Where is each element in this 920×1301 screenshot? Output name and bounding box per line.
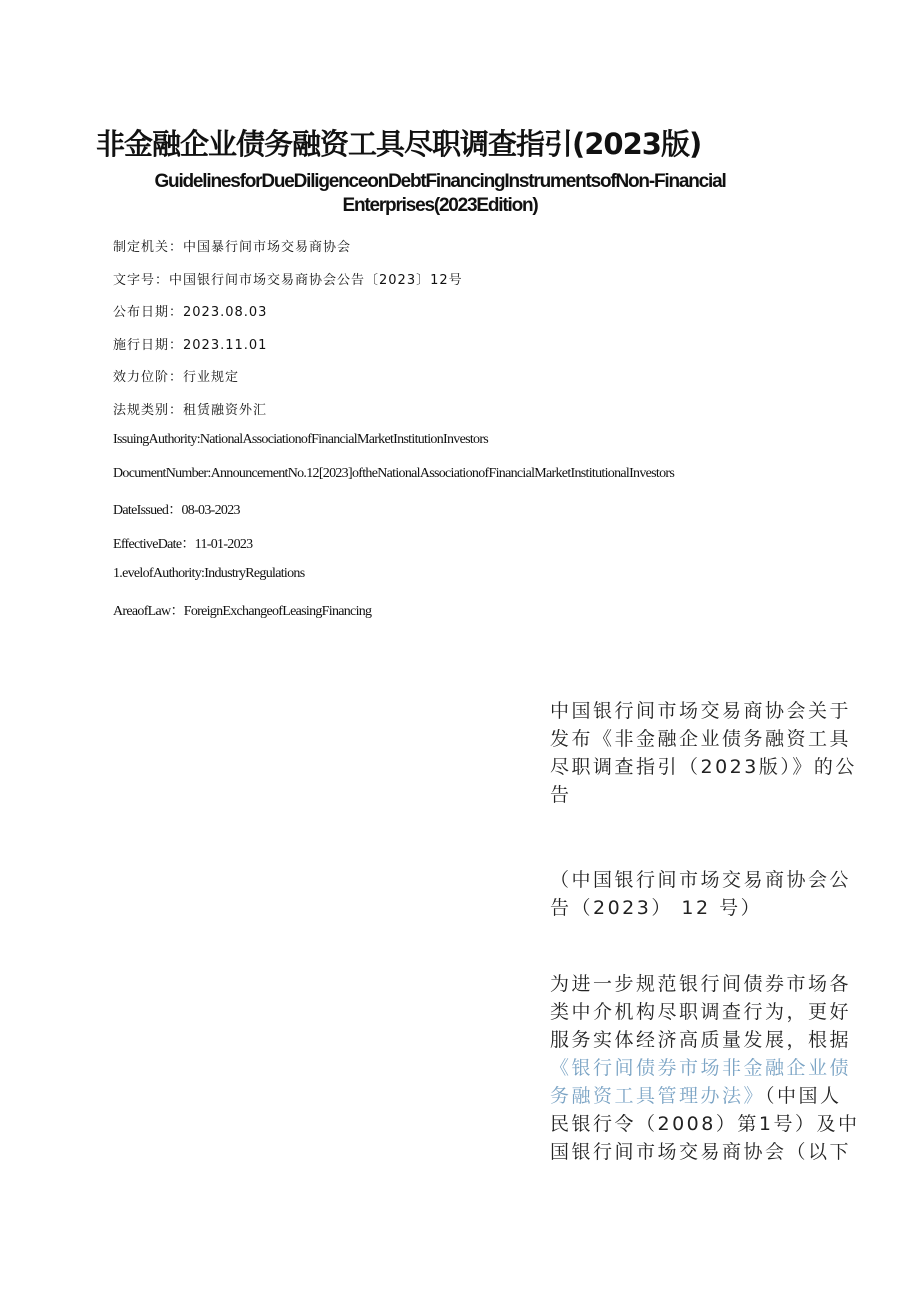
meta-date-issued-cn: 公布日期：2023.08.03	[113, 305, 268, 320]
meta-date-issued-en: DateIssued：08-03-2023	[113, 503, 240, 518]
meta-area-of-law-cn: 法规类别：租赁融资外汇	[113, 402, 268, 418]
meta-document-number-cn: 文字号：中国银行间市场交易商协会公告〔2023〕12号	[113, 272, 463, 288]
title-en-line-1: GuidelinesforDueDiligenceonDebtFinancingInstrumentsofNon-Financial	[154, 171, 726, 192]
notice-number	[550, 866, 865, 922]
meta-issuing-authority-en: IssuingAuthority:NationalAssociationofFinancialMarketInstitutionInvestors	[113, 432, 489, 447]
regulation-link[interactable]: 《银行间债券市场非金融企业债 务融资工具管理办法》	[550, 1057, 852, 1107]
body-paragraph	[550, 970, 865, 1166]
notice-heading-text: 中国银行间市场交易商协会关于 发布《非金融企业债务融资工具 尽职调查指引（2023版）》的公 告	[550, 700, 857, 806]
meta-area-of-law-en: AreaofLaw：ForeignExchangeofLeasingFinancing	[113, 603, 372, 619]
title-en-line-2: Enterprises(2023Edition)	[342, 195, 538, 216]
meta-level-of-authority-en: 1.evelofAuthority:IndustryRegulations	[113, 566, 305, 581]
body-text-after: （中国人 民银行令（2008）第1号）及中 国银行间市场交易商协会（以下	[550, 1085, 860, 1163]
metadata-english	[113, 432, 674, 633]
notice-number-text: （中国银行间市场交易商协会公告（2023） 12 号）	[550, 869, 852, 919]
notice-heading	[550, 697, 865, 809]
document-title-cn: 非金融企业债务融资工具尽职调查指引(2023版)	[96, 127, 702, 161]
document-title-en	[100, 170, 780, 218]
meta-effective-date-en: EffectiveDate：11-01-2023	[113, 536, 253, 552]
meta-level-of-authority-cn: 效力位阶：行业规定	[113, 370, 240, 385]
meta-document-number-en: DocumentNumber:AnnouncementNo.12[2023]oftheNationalAssociationofFinancialMarketInstitutionalInvestors	[113, 465, 675, 481]
body-text-before: 为进一步规范银行间债券市场各 类中介机构尽职调查行为，更好 服务实体经济高质量发展，根据	[550, 973, 852, 1051]
meta-effective-date-cn: 施行日期：2023.11.01	[113, 337, 268, 353]
meta-issuing-authority-cn: 制定机关：中国暴行间市场交易商协会	[113, 240, 352, 255]
metadata-chinese	[113, 236, 463, 431]
